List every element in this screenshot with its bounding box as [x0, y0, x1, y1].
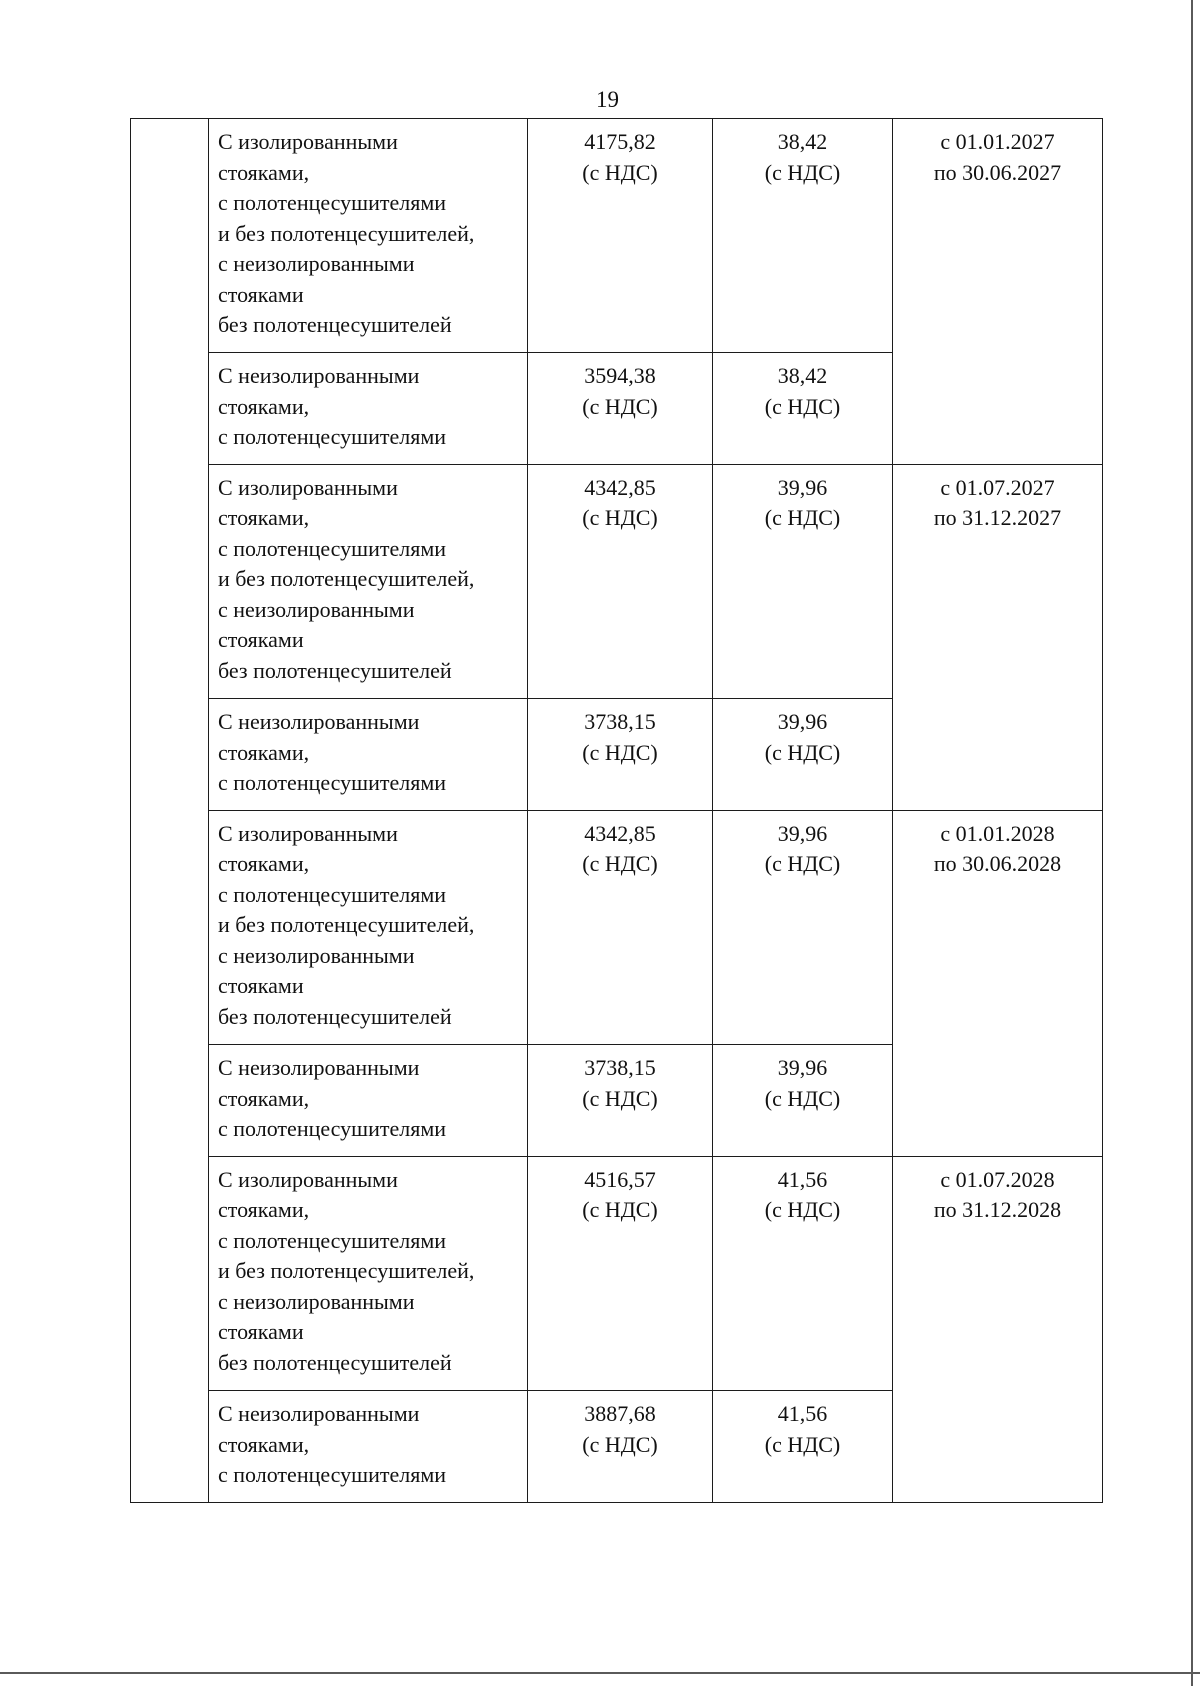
riser-description: С изолированными стояками, с полотенцесушителями и без полотенцесушителей, с неизолированными стояками без полотенцесушителей [209, 119, 528, 353]
table-row [131, 119, 1103, 353]
norm-value: 39,96 (с НДС) [713, 699, 893, 811]
tariff-table [130, 118, 1103, 1503]
riser-description: С неизолированными стояками, с полотенцесушителями [209, 1391, 528, 1503]
validity-period: с 01.01.2028 по 30.06.2028 [893, 810, 1103, 1156]
tariff-value: 3738,15 (с НДС) [528, 1045, 713, 1157]
norm-value: 39,96 (с НДС) [713, 810, 893, 1044]
riser-description: С неизолированными стояками, с полотенцесушителями [209, 353, 528, 465]
norm-value: 38,42 (с НДС) [713, 353, 893, 465]
page-number: 19 [596, 87, 619, 112]
riser-description: С изолированными стояками, с полотенцесушителями и без полотенцесушителей, с неизолированными стояками без полотенцесушителей [209, 810, 528, 1044]
tariff-value: 4516,57 (с НДС) [528, 1156, 713, 1390]
table-row [131, 810, 1103, 1044]
tariff-value: 4342,85 (с НДС) [528, 464, 713, 698]
riser-description: С неизолированными стояками, с полотенцесушителями [209, 699, 528, 811]
table-row [131, 464, 1103, 698]
norm-value: 38,42 (с НДС) [713, 119, 893, 353]
tariff-value: 4175,82 (с НДС) [528, 119, 713, 353]
norm-value: 39,96 (с НДС) [713, 1045, 893, 1157]
riser-description: С изолированными стояками, с полотенцесушителями и без полотенцесушителей, с неизолированными стояками без полотенцесушителей [209, 464, 528, 698]
riser-description: С неизолированными стояками, с полотенцесушителями [209, 1045, 528, 1157]
validity-period: с 01.07.2028 по 31.12.2028 [893, 1156, 1103, 1502]
table-row [131, 1156, 1103, 1390]
blank-cell [131, 119, 209, 1503]
norm-value: 39,96 (с НДС) [713, 464, 893, 698]
tariff-value: 3887,68 (с НДС) [528, 1391, 713, 1503]
validity-period: с 01.07.2027 по 31.12.2027 [893, 464, 1103, 810]
scan-edge-right [1191, 0, 1193, 1686]
scan-edge-bottom [0, 1672, 1200, 1674]
validity-period: с 01.01.2027 по 30.06.2027 [893, 119, 1103, 465]
riser-description: С изолированными стояками, с полотенцесушителями и без полотенцесушителей, с неизолированными стояками без полотенцесушителей [209, 1156, 528, 1390]
norm-value: 41,56 (с НДС) [713, 1391, 893, 1503]
tariff-value: 4342,85 (с НДС) [528, 810, 713, 1044]
norm-value: 41,56 (с НДС) [713, 1156, 893, 1390]
tariff-value: 3594,38 (с НДС) [528, 353, 713, 465]
tariff-value: 3738,15 (с НДС) [528, 699, 713, 811]
